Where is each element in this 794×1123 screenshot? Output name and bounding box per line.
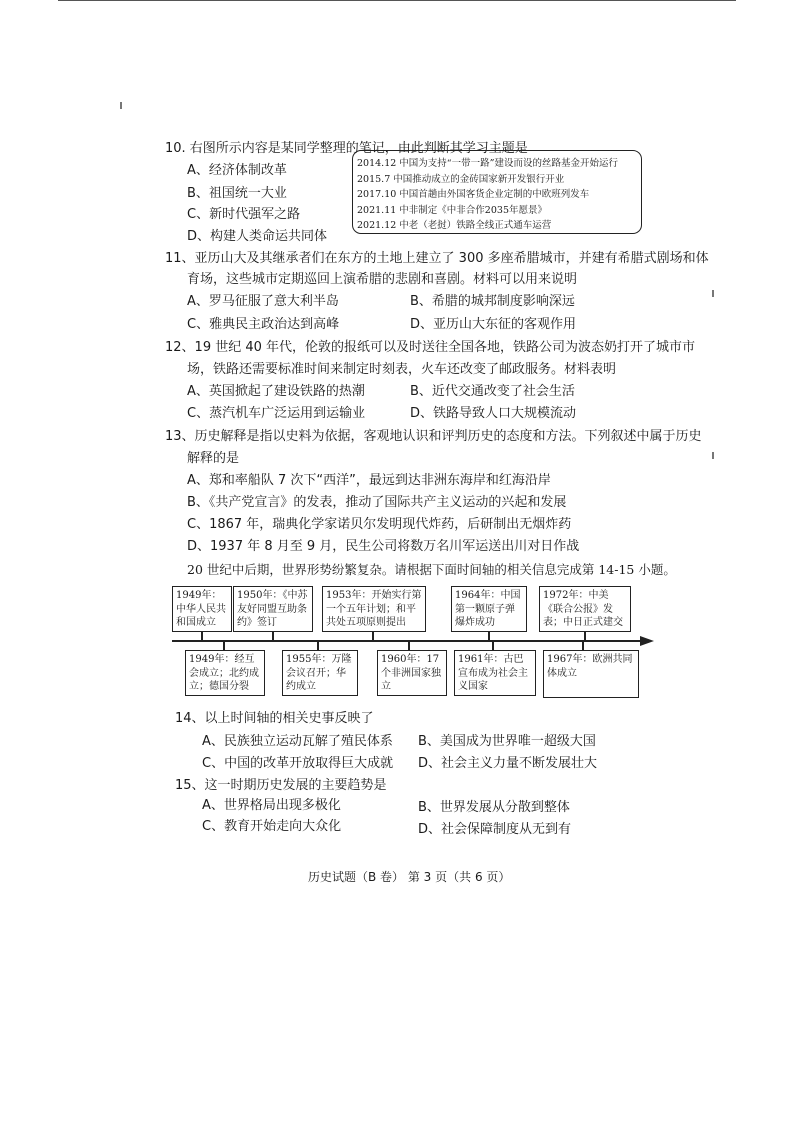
- q15-option-a[interactable]: A、世界格局出现多极化: [202, 798, 341, 813]
- q11-option-b[interactable]: B、希腊的城邦制度影响深远: [410, 294, 575, 309]
- timeline-arrow-icon: [640, 636, 654, 646]
- q10-option-b[interactable]: B、祖国统一大业: [187, 186, 287, 201]
- timeline-tick: [582, 642, 584, 650]
- timeline-tick: [492, 642, 494, 650]
- scan-speck: [712, 290, 714, 297]
- q10-stem: 10. 右图所示内容是某同学整理的笔记，由此判断其学习主题是: [165, 141, 528, 156]
- note-line: 2021.11 中非制定《中非合作2035年愿景》: [357, 204, 547, 216]
- page-footer: 历史试题（B 卷） 第 3 页（共 6 页）: [308, 870, 511, 884]
- q14-option-a[interactable]: A、民族独立运动瓦解了殖民体系: [202, 734, 393, 749]
- q11-option-c[interactable]: C、雅典民主政治达到高峰: [187, 317, 340, 332]
- timeline-axis: [172, 640, 642, 642]
- q10-option-a[interactable]: A、经济体制改革: [187, 163, 287, 178]
- timeline-event-bottom-1961: 1961年：古巴宣布成为社会主义国家: [454, 650, 536, 696]
- q14-stem: 14、以上时间轴的相关史事反映了: [175, 711, 374, 726]
- q13-stem-line2: 解释的是: [187, 451, 240, 466]
- timeline-event-top-1972: 1972年：中美《联合公报》发表；中日正式建交: [539, 586, 631, 632]
- q11-stem-line2: 育场，这些城市定期巡回上演希腊的悲剧和喜剧。材料可以用来说明: [187, 272, 578, 287]
- note-line: 2021.12 中老（老挝）铁路全线正式通车运营: [357, 220, 552, 231]
- q12-option-a[interactable]: A、英国掀起了建设铁路的热潮: [187, 384, 365, 399]
- timeline-event-top-1953: 1953年：开始实行第一个五年计划；和平共处五项原则提出: [322, 586, 426, 632]
- note-line: 2017.10 中国首趟由外国客货企业定制的中欧班列发车: [357, 189, 590, 200]
- timeline-tick: [317, 642, 319, 650]
- q12-stem-line1: 12、19 世纪 40 年代，伦敦的报纸可以及时送往全国各地，铁路公司为波态奶打开了城市市: [165, 340, 696, 355]
- timeline-event-bottom-1949: 1949年：经互会成立；北约成立；德国分裂: [185, 650, 265, 696]
- timeline-event-top-1964: 1964年：中国第一颗原子弹爆炸成功: [451, 586, 527, 632]
- q12-stem-line2: 场，铁路还需要标准时间来制定时刻表，火车还改变了邮政服务。材料表明: [187, 362, 617, 377]
- note-line: 2015.7 中国推动成立的金砖国家新开发银行开业: [357, 173, 565, 185]
- q12-option-b[interactable]: B、近代交通改变了社会生活: [410, 384, 575, 399]
- q15-option-d[interactable]: D、社会保障制度从无到有: [418, 822, 572, 837]
- q13-option-b[interactable]: B、《共产党宣言》的发表，推动了国际共产主义运动的兴起和发展: [187, 495, 567, 510]
- q10-option-d[interactable]: D、构建人类命运共同体: [187, 229, 328, 244]
- timeline-event-bottom-1955: 1955年：万隆会议召开；华约成立: [282, 650, 358, 696]
- q14-option-b[interactable]: B、美国成为世界唯一超级大国: [418, 734, 596, 749]
- timeline-intro: 20 世纪中后期，世界形势纷繁复杂。请根据下面时间轴的相关信息完成第 14-15 小题。: [187, 562, 676, 577]
- timeline-tick: [272, 632, 274, 640]
- q13-option-d[interactable]: D、1937 年 8 月至 9 月，民生公司将数万名川军运送出川对日作战: [187, 539, 580, 554]
- q11-option-d[interactable]: D、亚历山大东征的客观作用: [410, 317, 577, 332]
- timeline-tick: [408, 642, 410, 650]
- q13-option-a[interactable]: A、郑和率船队 7 次下“西洋”，最远到达非洲东海岸和红海沿岸: [187, 473, 551, 488]
- note-line: 2014.12 中国为支持“一带一路”建设而设的丝路基金开始运行: [357, 158, 619, 169]
- timeline-tick: [201, 632, 203, 640]
- q15-stem: 15、这一时期历史发展的主要趋势是: [175, 778, 387, 793]
- timeline-event-bottom-1967: 1967年：欧洲共同体成立: [543, 650, 639, 698]
- timeline-tick: [584, 632, 586, 640]
- timeline-tick: [488, 632, 490, 640]
- q14-option-c[interactable]: C、中国的改革开放取得巨大成就: [202, 756, 394, 771]
- q13-option-c[interactable]: C、1867 年，瑞典化学家诺贝尔发明现代炸药，后研制出无烟炸药: [187, 517, 572, 532]
- timeline-tick: [372, 632, 374, 640]
- timeline-tick: [223, 642, 225, 650]
- scan-top-edge: [58, 0, 736, 1]
- scan-speck: [120, 102, 122, 109]
- q10-option-c[interactable]: C、新时代强军之路: [187, 207, 301, 222]
- q12-option-d[interactable]: D、铁路导致人口大规模流动: [410, 406, 577, 421]
- timeline-event-bottom-1960: 1960年：17个非洲国家独立: [377, 650, 447, 696]
- q11-option-a[interactable]: A、罗马征服了意大利半岛: [187, 294, 339, 309]
- q13-stem-line1: 13、历史解释是指以史料为依据，客观地认识和评判历史的态度和方法。下列叙述中属于历史: [165, 429, 702, 444]
- q14-option-d[interactable]: D、社会主义力量不断发展壮大: [418, 756, 598, 771]
- scan-speck: [712, 452, 714, 459]
- q15-option-b[interactable]: B、世界发展从分散到整体: [418, 800, 570, 815]
- timeline-event-top-1949: 1949年：中华人民共和国成立: [172, 586, 232, 632]
- timeline-event-top-1950: 1950年：《中苏友好同盟互助条约》签订: [233, 586, 313, 632]
- q11-stem-line1: 11、亚历山大及其继承者们在东方的土地上建立了 300 多座希腊城市，并建有希腊式剧场和体: [165, 251, 709, 266]
- q12-option-c[interactable]: C、蒸汽机车广泛运用到运输业: [187, 406, 366, 421]
- q10-notes-box: [352, 150, 642, 234]
- q15-option-c[interactable]: C、教育开始走向大众化: [202, 819, 342, 834]
